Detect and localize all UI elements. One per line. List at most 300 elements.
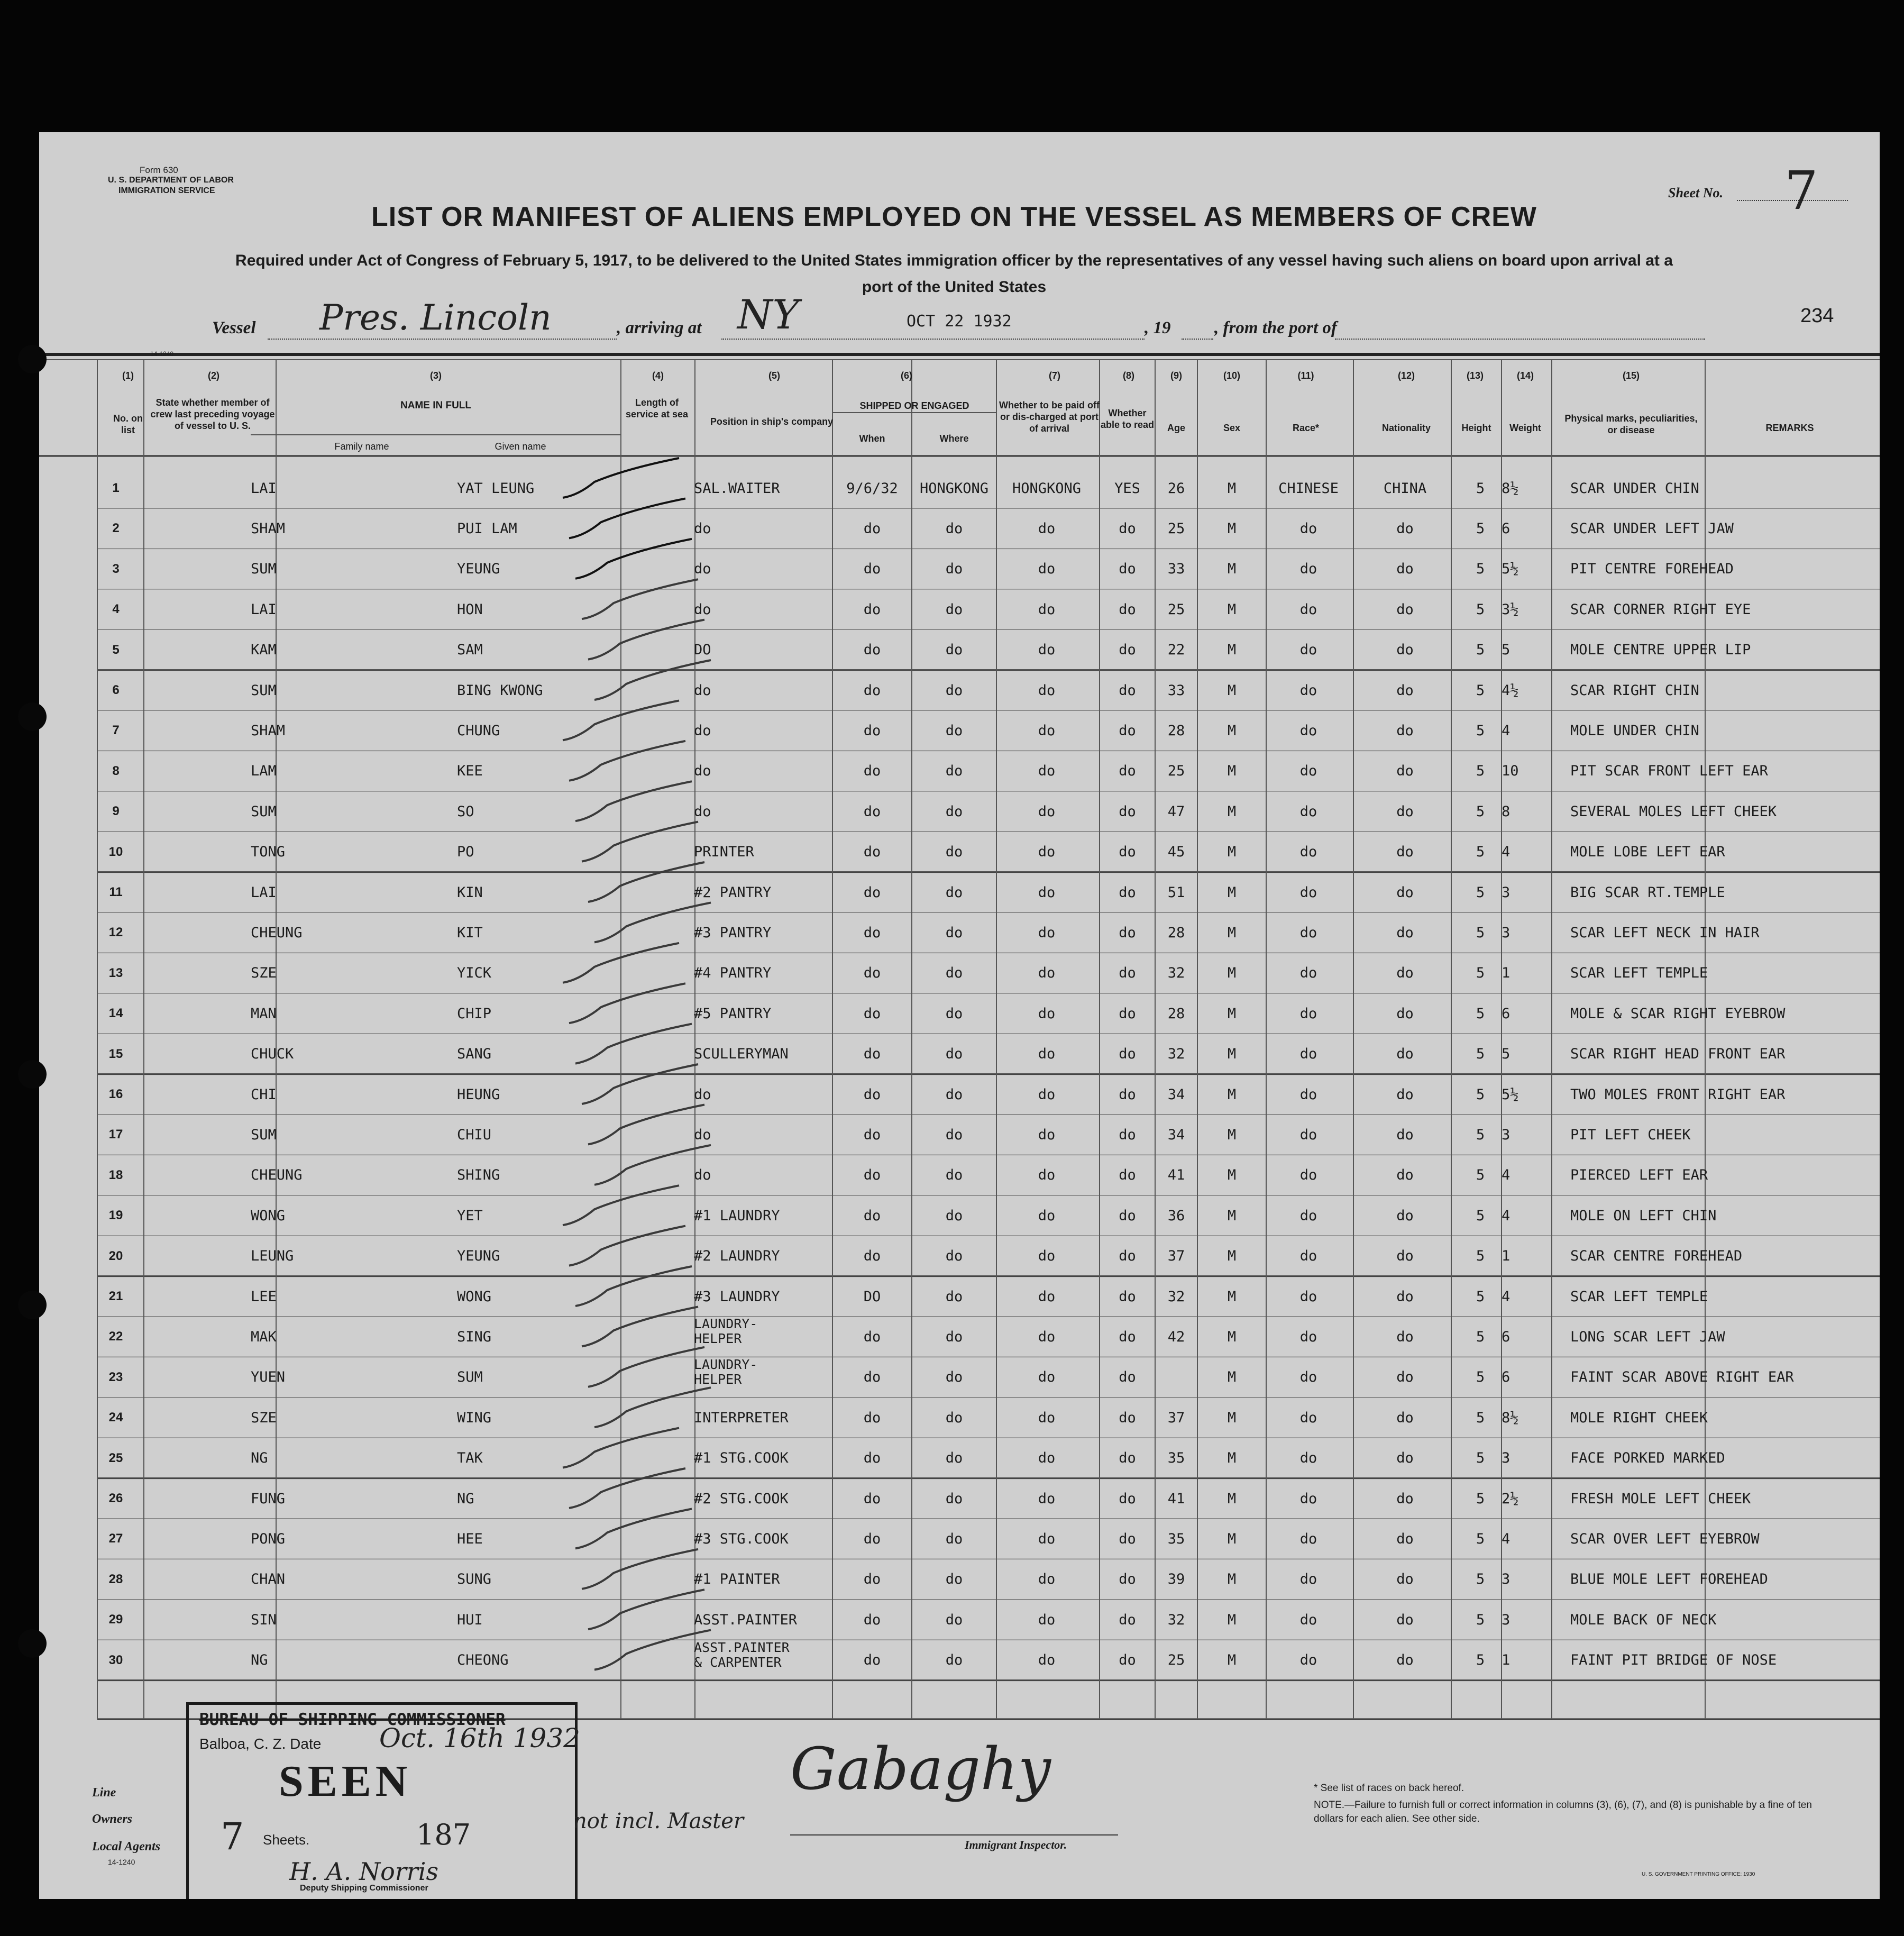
check-mark [575,1266,692,1306]
cell-race: do [1299,642,1317,659]
binder-hole [18,1629,47,1658]
cell-sex: M [1227,601,1237,618]
col-paid-header: Whether to be paid off or dis-charged at port of arrival [999,400,1100,434]
cell-given: SAM [457,642,483,659]
col-nationality-header: Nationality [1381,423,1431,433]
col-when-header: When [859,433,885,444]
check-mark [588,620,704,660]
binder-hole [18,1291,47,1319]
cell-given: WONG [457,1288,492,1305]
cell-sex: M [1227,561,1237,578]
cell-weight: 3 [1502,924,1511,941]
cell-age: 32 [1167,1046,1185,1063]
agents-label: Local Agents [92,1840,161,1853]
cell-given: SHING [457,1167,500,1184]
cell-height: 5 [1476,1409,1485,1426]
cell-when: do [863,924,881,941]
cell-where: do [945,1046,963,1063]
cell-read: do [1119,1005,1136,1022]
cell-where: do [945,1207,963,1224]
cell-read: do [1119,1611,1136,1628]
cell-position: PRINTER [694,844,754,861]
cell-weight: 1 [1502,1652,1511,1669]
check-mark [563,943,679,983]
cell-nationality: do [1396,1207,1414,1224]
cell-nationality: do [1396,803,1414,820]
cell-no: 17 [108,1127,123,1142]
cell-sex: M [1227,803,1237,820]
cell-race: do [1299,1248,1317,1265]
cell-where: HONGKONG [919,480,989,497]
cell-family: CHAN [251,1571,286,1588]
cell-where: do [945,642,963,659]
cell-sex: M [1227,1450,1237,1467]
check-marks [39,132,1880,1899]
cell-where: do [945,722,963,739]
check-mark [563,1428,679,1468]
cell-when: do [863,1409,881,1426]
cell-marks: MOLE & SCAR RIGHT EYEBROW [1570,1005,1786,1022]
check-mark [575,539,692,579]
col-12-number: (12) [1397,370,1415,381]
col-family-header: Family name [334,441,389,452]
cell-sex: M [1227,1490,1237,1507]
cell-age: 22 [1167,642,1185,659]
cell-read: do [1119,1328,1136,1345]
cell-family: KAM [251,642,277,659]
cell-nationality: do [1396,520,1414,537]
cell-nationality: do [1396,1571,1414,1588]
cell-height: 5 [1476,803,1485,820]
manifest-sheet [39,132,1880,1899]
cell-when: do [863,520,881,537]
cell-sex: M [1227,1409,1237,1426]
cell-when: do [863,1126,881,1143]
cell-marks: SCAR CORNER RIGHT EYE [1570,601,1751,618]
bureau-stamp [186,1702,578,1899]
cell-family: CHEUNG [251,924,303,941]
cell-position: SAL.WAITER [694,480,780,497]
cell-given: CHEONG [457,1652,509,1669]
cell-paid: do [1038,965,1056,982]
cell-where: do [945,884,963,901]
cell-family: CHUCK [251,1046,294,1063]
cell-sex: M [1227,1086,1237,1103]
cell-weight: 3 [1502,1571,1511,1588]
cell-height: 5 [1476,561,1485,578]
cell-given: HEE [457,1530,483,1547]
cell-age: 42 [1167,1328,1185,1345]
cell-weight: 2½ [1502,1490,1519,1507]
cell-where: do [945,803,963,820]
cell-where: do [945,520,963,537]
stamp-sub-label: Deputy Shipping Commissioner [300,1884,428,1893]
cell-when: do [863,1046,881,1063]
cell-nationality: CHINA [1383,480,1427,497]
cell-family: SUM [251,682,277,699]
cell-no: 26 [108,1491,123,1505]
cell-when: do [863,884,881,901]
cell-age: 37 [1167,1248,1185,1265]
cell-weight: 6 [1502,1005,1511,1022]
cell-race: do [1299,520,1317,537]
check-mark [569,498,685,538]
cell-marks: PIT SCAR FRONT LEFT EAR [1570,763,1768,780]
cell-given: TAK [457,1450,483,1467]
cell-family: FUNG [251,1490,286,1507]
cell-no: 7 [112,723,120,738]
cell-age: 35 [1167,1530,1185,1547]
check-mark [588,1590,704,1629]
cell-weight: 5 [1502,1046,1511,1063]
cell-when: do [863,1086,881,1103]
cell-given: HON [457,601,483,618]
cell-no: 23 [108,1369,123,1384]
col-shipped-header: SHIPPED OR ENGAGED [859,400,969,411]
cell-weight: 4 [1502,1530,1511,1547]
cell-height: 5 [1476,1328,1485,1345]
check-mark [594,902,711,942]
cell-nationality: do [1396,1409,1414,1426]
cell-when: do [863,1207,881,1224]
cell-height: 5 [1476,1288,1485,1305]
col-15-number: (15) [1622,370,1640,381]
cell-when: do [863,1328,881,1345]
cell-race: do [1299,1328,1317,1345]
col-state-header: State whether member of crew last preceding voyage of vessel to U. S. [150,397,275,431]
cell-given: SUM [457,1369,483,1386]
cell-where: do [945,561,963,578]
cell-weight: 1 [1502,1248,1511,1265]
cell-when: do [863,1450,881,1467]
cell-where: do [945,1490,963,1507]
sheet-number: 7 [1784,160,1818,222]
cell-sex: M [1227,1611,1237,1628]
cell-position: do [694,1167,711,1184]
cell-when: do [863,601,881,618]
cell-marks: PIERCED LEFT EAR [1570,1167,1708,1184]
cell-paid: do [1038,682,1056,699]
department-name: U. S. DEPARTMENT OF LABOR [108,176,234,185]
cell-given: SO [457,803,474,820]
cell-paid: do [1038,1167,1056,1184]
cell-no: 28 [108,1572,123,1586]
cell-no: 19 [108,1208,123,1223]
cell-given: CHIU [457,1126,492,1143]
cell-position: do [694,803,711,820]
cell-race: do [1299,682,1317,699]
races-note: * See list of races on back hereof. [1314,1783,1464,1794]
cell-read: do [1119,601,1136,618]
cell-weight: 3 [1502,884,1511,901]
col-age-header: Age [1167,423,1185,433]
cell-age: 32 [1167,1288,1185,1305]
cell-read: do [1119,803,1136,820]
cell-sex: M [1227,1571,1237,1588]
cell-weight: 6 [1502,1369,1511,1386]
cell-age: 34 [1167,1086,1185,1103]
col-11-number: (11) [1297,370,1314,381]
col-5-number: (5) [768,370,780,381]
cell-family: LAM [251,763,277,780]
cell-height: 5 [1476,1248,1485,1265]
col-read-header: Whether able to read [1100,408,1155,430]
cell-paid: do [1038,803,1056,820]
cell-race: do [1299,1126,1317,1143]
cell-when: do [863,682,881,699]
cell-position: LAUNDRY- HELPER [694,1316,758,1347]
cell-read: do [1119,844,1136,861]
cell-read: do [1119,1652,1136,1669]
cell-no: 3 [112,561,120,576]
cell-when: DO [863,1288,881,1305]
cell-no: 5 [112,642,120,657]
cell-position: #4 PANTRY [694,965,772,982]
cell-given: NG [457,1490,474,1507]
check-mark [582,822,698,862]
cell-read: do [1119,1571,1136,1588]
cell-nationality: do [1396,1046,1414,1063]
cell-paid: do [1038,1248,1056,1265]
col-2-number: (2) [208,370,219,381]
cell-race: do [1299,763,1317,780]
cell-sex: M [1227,682,1237,699]
cell-height: 5 [1476,844,1485,861]
cell-marks: PIT CENTRE FOREHEAD [1570,561,1734,578]
cell-when: do [863,1005,881,1022]
cell-marks: PIT LEFT CHEEK [1570,1126,1691,1143]
cell-age: 25 [1167,763,1185,780]
cell-sex: M [1227,520,1237,537]
cell-read: do [1119,1530,1136,1547]
stamp-initials: H. A. Norris [289,1857,439,1886]
cell-race: do [1299,1167,1317,1184]
cell-height: 5 [1476,520,1485,537]
cell-nationality: do [1396,1167,1414,1184]
document-subtitle: Required under Act of Congress of February 5, 1917, to be delivered to the United States immigration officer by the representatives of any vessel having such aliens on board upon arrival at a [235,252,1673,269]
cell-given: YEUNG [457,1248,500,1265]
cell-race: do [1299,1571,1317,1588]
cell-when: do [863,965,881,982]
stamp-location: Balboa, C. Z. Date [199,1736,322,1752]
cell-read: do [1119,965,1136,982]
cell-marks: SCAR LEFT TEMPLE [1570,1288,1708,1305]
cell-height: 5 [1476,1167,1485,1184]
cell-paid: do [1038,1490,1056,1507]
cell-read: do [1119,1207,1136,1224]
cell-weight: 5½ [1502,1086,1519,1103]
cell-height: 5 [1476,924,1485,941]
cell-age: 25 [1167,520,1185,537]
col-race-header: Race* [1292,423,1320,433]
cell-weight: 4 [1502,844,1511,861]
cell-position: #2 LAUNDRY [694,1248,780,1265]
inspector-signature: Gabaghy [790,1735,1051,1803]
cell-race: do [1299,1207,1317,1224]
cell-where: do [945,1611,963,1628]
cell-age: 41 [1167,1167,1185,1184]
cell-given: HUI [457,1611,483,1628]
cell-race: do [1299,1005,1317,1022]
cell-read: do [1119,884,1136,901]
cell-race: do [1299,722,1317,739]
cell-height: 5 [1476,1571,1485,1588]
cell-weight: 4 [1502,722,1511,739]
cell-marks: SCAR OVER LEFT EYEBROW [1570,1530,1760,1547]
cell-height: 5 [1476,601,1485,618]
check-mark [575,1024,692,1064]
cell-when: do [863,844,881,861]
cell-age: 45 [1167,844,1185,861]
col-length-header: Length of service at sea [625,397,689,419]
cell-age: 28 [1167,924,1185,941]
agents-code: 14-1240 [108,1858,135,1866]
cell-marks: MOLE LOBE LEFT EAR [1570,844,1725,861]
cell-read: do [1119,1288,1136,1305]
cell-height: 5 [1476,1126,1485,1143]
cell-given: YICK [457,965,492,982]
cell-no: 10 [108,844,123,859]
col-6-number: (6) [901,370,912,381]
cell-when: 9/6/32 [846,480,898,497]
cell-marks: SCAR RIGHT CHIN [1570,682,1699,699]
cell-sex: M [1227,642,1237,659]
cell-read: do [1119,1490,1136,1507]
cell-height: 5 [1476,682,1485,699]
cell-sex: M [1227,844,1237,861]
cell-family: SZE [251,965,277,982]
cell-marks: TWO MOLES FRONT RIGHT EAR [1570,1086,1786,1103]
cell-height: 5 [1476,1530,1485,1547]
cell-nationality: do [1396,1652,1414,1669]
cell-race: do [1299,561,1317,578]
cell-no: 29 [108,1612,123,1627]
cell-family: LAI [251,480,277,497]
cell-no: 18 [108,1167,123,1182]
cell-sex: M [1227,722,1237,739]
cell-family: SZE [251,1409,277,1426]
cell-nationality: do [1396,1530,1414,1547]
col-sex-header: Sex [1223,423,1241,433]
cell-nationality: do [1396,1086,1414,1103]
cell-race: do [1299,1086,1317,1103]
cell-race: CHINESE [1278,480,1339,497]
cell-age: 51 [1167,884,1185,901]
cell-marks: SCAR RIGHT HEAD FRONT EAR [1570,1046,1786,1063]
cell-paid: do [1038,1652,1056,1669]
cell-family: LAI [251,884,277,901]
cell-race: do [1299,1369,1317,1386]
cell-sex: M [1227,1005,1237,1022]
col-no-header: No. on list [113,413,143,435]
cell-marks: BLUE MOLE LEFT FOREHEAD [1570,1571,1768,1588]
cell-sex: M [1227,1530,1237,1547]
cell-paid: do [1038,1611,1056,1628]
cell-family: SUM [251,803,277,820]
col-3-number: (3) [430,370,442,381]
cell-given: SING [457,1328,492,1345]
cell-family: YUEN [251,1369,286,1386]
cell-family: LAI [251,601,277,618]
cell-height: 5 [1476,642,1485,659]
printing-office: U. S. GOVERNMENT PRINTING OFFICE: 1930 [1642,1871,1755,1877]
cell-nationality: do [1396,642,1414,659]
cell-height: 5 [1476,1207,1485,1224]
cell-race: do [1299,1611,1317,1628]
cell-age: 32 [1167,1611,1185,1628]
check-mark [569,741,685,781]
vessel-name: Pres. Lincoln [319,297,552,338]
cell-weight: 4 [1502,1207,1511,1224]
cell-family: MAK [251,1328,277,1345]
cell-read: do [1119,763,1136,780]
col-13-number: (13) [1466,370,1484,381]
cell-nationality: do [1396,682,1414,699]
penalty-note: NOTE.—Failure to furnish full or correct information in columns (3), (6), (7), and (8) is punishable by a fine of ten dollars for each alien. See other side. [1314,1800,1812,1824]
handwritten-note: not incl. Master [573,1809,744,1833]
cell-age: 36 [1167,1207,1185,1224]
cell-marks: SEVERAL MOLES LEFT CHEEK [1570,803,1777,820]
cell-paid: do [1038,1369,1056,1386]
cell-when: do [863,1571,881,1588]
cell-read: do [1119,520,1136,537]
cell-height: 5 [1476,1369,1485,1386]
check-mark [594,660,711,700]
cell-no: 13 [108,965,123,980]
cell-when: do [863,803,881,820]
cell-nationality: do [1396,1288,1414,1305]
cell-nationality: do [1396,561,1414,578]
cell-race: do [1299,924,1317,941]
cell-when: do [863,1490,881,1507]
cell-age: 28 [1167,1005,1185,1022]
line-label: Line [92,1786,116,1800]
cell-family: MAN [251,1005,277,1022]
check-mark [582,1307,698,1346]
form-number: Form 630 [140,165,178,175]
cell-given: KIN [457,884,483,901]
cell-weight: 4 [1502,1167,1511,1184]
cell-read: do [1119,682,1136,699]
cell-age: 33 [1167,561,1185,578]
cell-read: YES [1114,480,1140,497]
cell-where: do [945,1369,963,1386]
cell-family: SIN [251,1611,277,1628]
cell-position: INTERPRETER [694,1409,789,1426]
cell-height: 5 [1476,1005,1485,1022]
cell-position: do [694,763,711,780]
cell-read: do [1119,1450,1136,1467]
cell-family: NG [251,1652,268,1669]
cell-age: 39 [1167,1571,1185,1588]
sheet-label: Sheet No. [1668,185,1723,200]
cell-height: 5 [1476,965,1485,982]
cell-weight: 5½ [1502,561,1519,578]
cell-nationality: do [1396,1490,1414,1507]
cell-family: PONG [251,1530,286,1547]
cell-given: YEUNG [457,561,500,578]
cell-height: 5 [1476,1086,1485,1103]
document-subtitle-2: port of the United States [862,278,1047,296]
cell-position: do [694,520,711,537]
check-mark [575,1509,692,1548]
cell-weight: 4½ [1502,682,1519,699]
check-mark [569,1226,685,1266]
col-weight-header: Weight [1509,423,1541,433]
cell-sex: M [1227,480,1237,497]
cell-where: do [945,763,963,780]
owners-label: Owners [92,1812,133,1826]
